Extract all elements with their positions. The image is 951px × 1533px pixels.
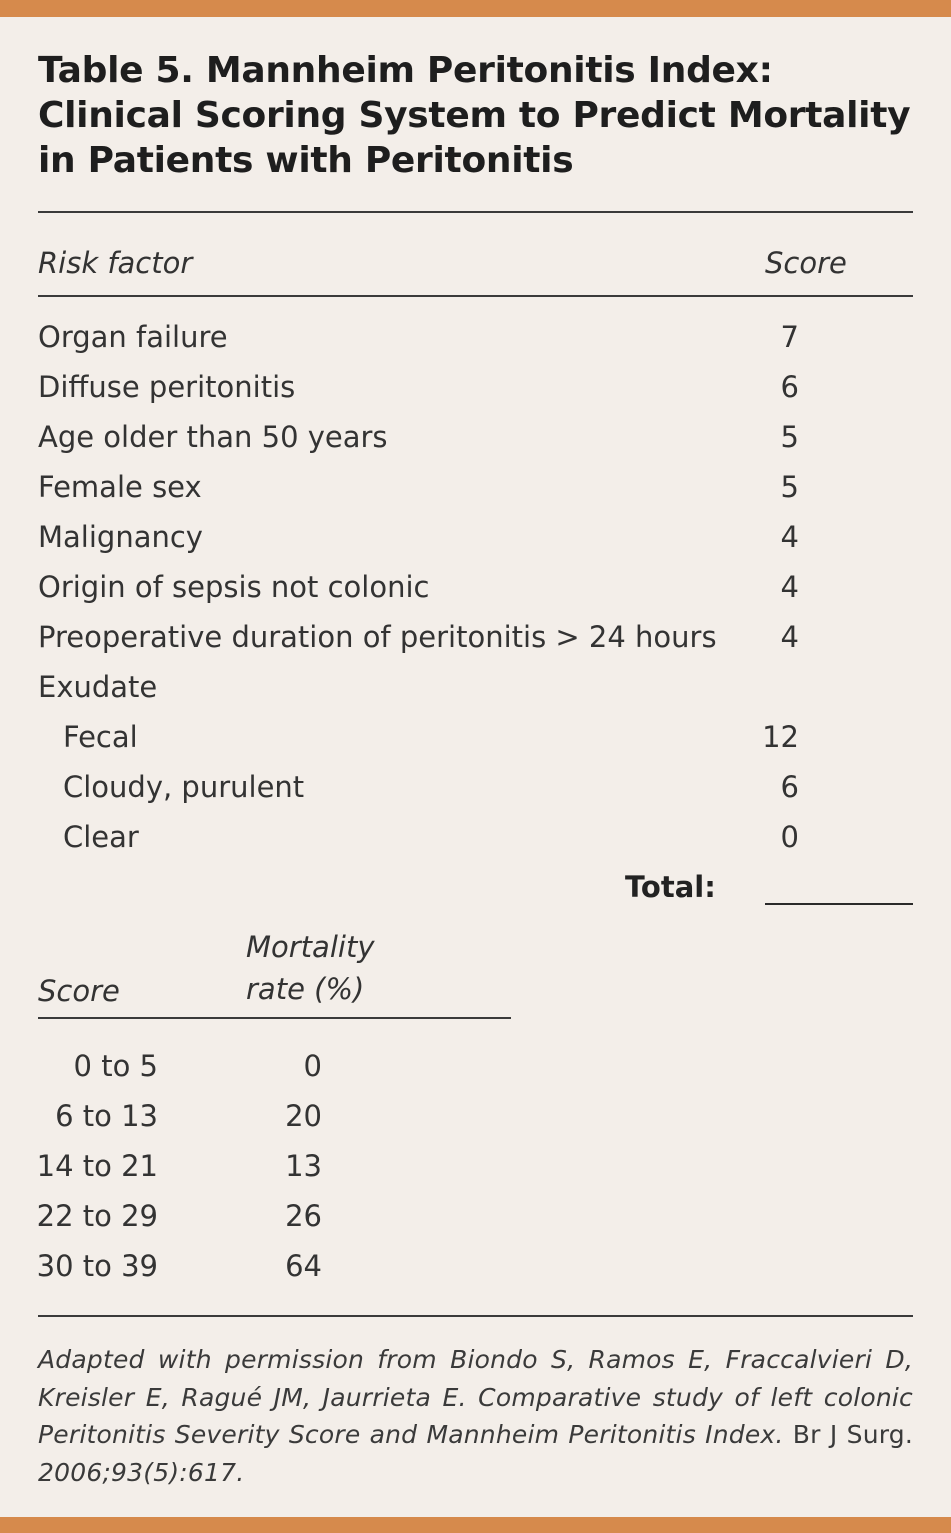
risk-factor-label: Clear	[63, 820, 139, 854]
risk-factor-label: Cloudy, purulent	[63, 770, 305, 804]
score-range: 6 to 13	[55, 1099, 158, 1133]
table-row	[38, 412, 913, 462]
header-divider	[38, 295, 913, 297]
total-blank-line	[765, 903, 913, 905]
risk-factor-label: Female sex	[38, 470, 202, 504]
risk-factor-label: Age older than 50 years	[38, 420, 388, 454]
table-row	[38, 1141, 913, 1191]
risk-factor-score: 6	[780, 770, 799, 804]
table-row	[38, 512, 913, 562]
risk-factor-score: 4	[780, 520, 799, 554]
risk-factor-label: Preoperative duration of peritonitis > 24 hours	[38, 620, 717, 654]
table-row	[38, 812, 913, 862]
table-row	[38, 562, 913, 612]
source-footnote	[38, 1341, 913, 1491]
risk-factor-score: 0	[780, 820, 799, 854]
table-panel	[38, 48, 913, 1516]
score-range: 22 to 29	[36, 1199, 158, 1233]
top-accent-bar	[0, 0, 951, 17]
mortality-header-divider	[38, 1017, 511, 1019]
score-range: 0 to 5	[73, 1049, 158, 1083]
risk-factor-score: 4	[780, 570, 799, 604]
risk-factor-label: Exudate	[38, 670, 158, 704]
score-range: 14 to 21	[36, 1149, 158, 1183]
footnote-citation: Adapted with permission from Biondo S, Ramos E, Fraccalvieri D, Kreisler E, Ragué JM, Jaurrieta E. Comparative study of left colonic Peritonitis Severity Score and Mannheim Peritonitis Index.	[38, 1345, 913, 1449]
risk-table-body	[38, 312, 913, 862]
table-row	[38, 712, 913, 762]
risk-factor-score: 12	[762, 720, 799, 754]
score-range: 30 to 39	[36, 1249, 158, 1283]
table-row	[38, 1091, 913, 1141]
risk-factor-header: Risk factor	[38, 246, 193, 280]
score-header: Score	[765, 246, 847, 280]
risk-factor-score: 4	[780, 620, 799, 654]
risk-factor-label: Origin of sepsis not colonic	[38, 570, 430, 604]
risk-factor-score: 6	[780, 370, 799, 404]
risk-factor-score: 5	[780, 470, 799, 504]
risk-factor-score: 5	[780, 420, 799, 454]
total-row	[38, 862, 913, 916]
table-row	[38, 662, 913, 712]
risk-factor-label: Diffuse peritonitis	[38, 370, 296, 404]
table-row	[38, 362, 913, 412]
mortality-rate: 0	[303, 1049, 322, 1083]
total-label: Total:	[625, 870, 716, 904]
mortality-rate: 64	[285, 1249, 322, 1283]
table-row	[38, 612, 913, 662]
table-row	[38, 762, 913, 812]
mortality-rate: 13	[285, 1149, 322, 1183]
table-row	[38, 1191, 913, 1241]
table-row	[38, 1041, 913, 1091]
mortality-table-body	[38, 1041, 913, 1291]
risk-factor-label: Malignancy	[38, 520, 203, 554]
table-row	[38, 312, 913, 362]
mortality-rate: 20	[285, 1099, 322, 1133]
mortality-table-header	[38, 920, 511, 1008]
risk-factor-label: Organ failure	[38, 320, 228, 354]
table-end-divider	[38, 1315, 913, 1317]
footnote-journal: Br J Surg.	[783, 1420, 913, 1449]
mortality-score-header: Score	[38, 974, 120, 1008]
risk-factor-score: 7	[780, 320, 799, 354]
risk-table-header	[38, 213, 913, 295]
mortality-rate: 26	[285, 1199, 322, 1233]
table-title: Table 5. Mannheim Peritonitis Index: Clinical Scoring System to Predict Mortality in Patients with Peritonitis	[38, 50, 911, 181]
table-row	[38, 462, 913, 512]
mortality-rate-header-line1: Mortality	[246, 930, 375, 964]
table-row	[38, 1241, 913, 1291]
footnote-volume: 2006;93(5):617.	[38, 1457, 245, 1487]
risk-factor-label: Fecal	[63, 720, 138, 754]
bottom-accent-bar	[0, 1517, 951, 1533]
mortality-rate-header-line2: rate (%)	[246, 972, 365, 1006]
